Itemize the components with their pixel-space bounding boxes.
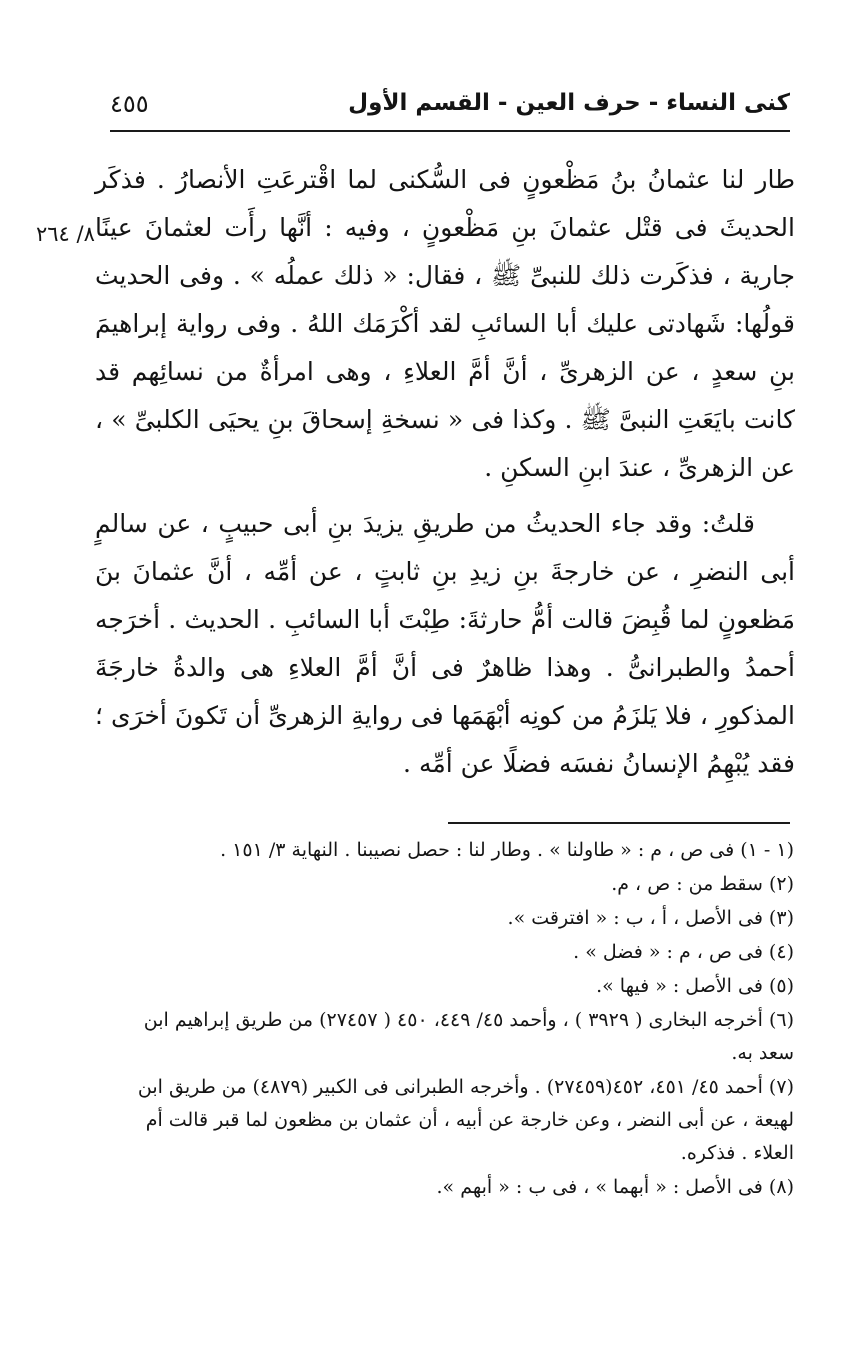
page-number: ٤٥٥ — [110, 90, 149, 118]
footnote-7: (٧) أحمد ٤٥/ ٤٥١، ٤٥٢(٢٧٤٥٩) . وأخرجه الطبرانى فى الكبير (٤٨٧٩) من طريق ابن لهيعة ، عن أبى النضر ، وعن خارجة عن أبيه ، أن عثمان بن مظعون لما قبر قالت أم العلاء . فذكره. — [137, 1076, 794, 1164]
main-text — [95, 156, 795, 788]
footnote-6: (٦) أخرجه البخارى ( ٣٩٢٩ ) ، وأحمد ٤٥/ ٤٤٩، ٤٥٠ ( ٢٧٤٥٧) من طريق إبراهيم ابن سعد به. — [143, 1009, 794, 1064]
footnote-2: (٢) سقط من : ص ، م. — [611, 873, 794, 895]
footnote-1: (١ - ١) فى ص ، م : « طاولنا » . وطار لنا : حصل نصيبنا . النهاية ٣/ ١٥١ . — [220, 839, 794, 861]
running-title: كنى النساء - حرف العين - القسم الأول — [348, 90, 790, 116]
footnotes — [110, 834, 794, 1205]
footnote-4: (٤) فى ص ، م : « فضل » . — [573, 941, 794, 963]
paragraph-1: طار لنا عثمانُ بنُ مَظْعونٍ فى السُّكنى لما اقْترعَتِ الأنصارُ . فذكَر الحديثَ فى قتْل عثمانَ بنِ مَظْعونٍ ، وفيه : أنَّها رأَت لعثمانَ عينًا جارية ، فذكَرت ذلك للنبىِّ ﷺ ، فقال: « ذلك عملُه » . وفى الحديث قولُها: شَهادتى عليك أبا السائبِ لقد أكْرَمَك اللهُ . وفى رواية إبراهيمَ بنِ سعدٍ ، عن الزهرىِّ ، أنَّ أمَّ العلاءِ ، وهى امرأةٌ من نسائِهم قد كانت بايَعَتِ النبىَّ ﷺ . وكذا فى « نسخةِ إسحاقَ بنِ يحيَى الكلبىِّ » ، عن الزهرىِّ ، عندَ ابنِ السكنِ . — [95, 165, 795, 482]
footnote-separator — [448, 822, 790, 824]
footnote-5: (٥) فى الأصل : « فيها ». — [596, 975, 794, 997]
footnote-3: (٣) فى الأصل ، أ ، ب : « افترقت ». — [507, 907, 794, 929]
footnote-8: (٨) فى الأصل : « أبهما » ، فى ب : « أبهم ». — [436, 1176, 794, 1198]
paragraph-2: قلتُ: وقد جاء الحديثُ من طريقِ يزيدَ بنِ أبى حبيبٍ ، عن سالمٍ أبى النضرِ ، عن خارجةَ بنِ زيدِ بنِ ثابتٍ ، عن أمِّه ، أنَّ عثمانَ بنَ مَظعونٍ لما قُبِضَ قالت أمُّ حارثةَ: طِبْتَ أبا السائبِ . الحديث . أخرَجه أحمدُ والطبرانىُّ . وهذا ظاهرٌ فى أنَّ أمَّ العلاءِ هى والدةُ خارجَةَ المذكورِ ، فلا يَلزَمُ من كونِه أبْهَمَها فى روايةِ الزهرىِّ أن تَكونَ أخرَى ؛ فقد يُبْهِمُ الإنسانُ نفسَه فضلًا عن أمِّه . — [95, 509, 795, 778]
margin-volume-page-reference: ٨/ ٢٦٤ — [36, 222, 95, 246]
page-header — [110, 86, 790, 132]
